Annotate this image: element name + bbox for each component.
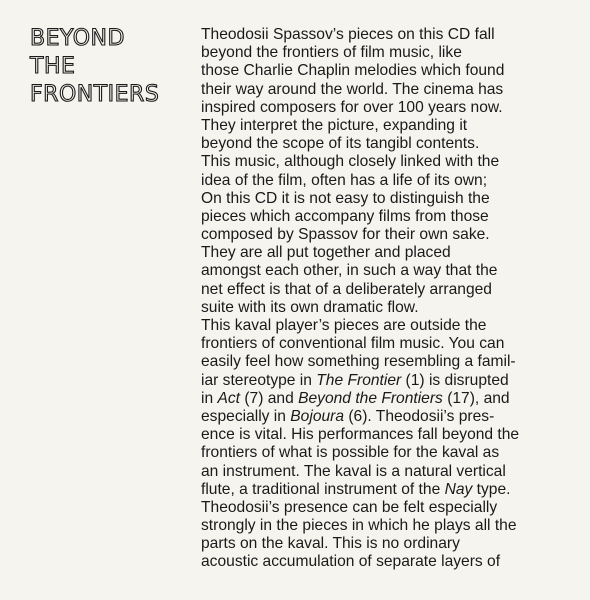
body-line — [201, 208, 571, 226]
body-line — [201, 190, 571, 208]
body-line — [201, 390, 571, 408]
body-line — [201, 44, 571, 62]
text-segment: their way around the world. The cinema has — [201, 80, 504, 98]
title-line-1: BEYOND — [30, 26, 125, 51]
body-text — [201, 26, 571, 572]
body-line — [201, 81, 571, 99]
italic-title-text: Nay — [444, 480, 473, 498]
page-title — [30, 26, 185, 108]
text-segment: strongly in the pieces in which he plays all the — [201, 517, 517, 535]
text-segment: beyond the frontiers of film music, like — [201, 44, 462, 62]
body-line — [201, 481, 571, 499]
text-segment: (7) and — [240, 389, 299, 407]
text-segment: those Charlie Chaplin melodies which found — [201, 62, 505, 80]
text-segment: (1) is disrupted — [401, 371, 509, 389]
body-line — [201, 153, 571, 171]
text-segment: pieces which accompany films from those — [201, 207, 489, 225]
text-segment: flute, a traditional instrument of the — [201, 480, 445, 498]
body-line — [201, 62, 571, 80]
body-line — [201, 172, 571, 190]
body-line — [201, 463, 571, 481]
body-line — [201, 299, 571, 317]
text-segment: Theodosii’s presence can be felt especially — [201, 498, 498, 516]
text-segment: Theodosii Spassov’s pieces on this CD fall — [201, 26, 495, 43]
text-segment: in — [201, 389, 218, 407]
body-line — [201, 99, 571, 117]
body-line — [201, 26, 571, 44]
title-line-2: THE — [30, 54, 76, 79]
body-line — [201, 244, 571, 262]
text-segment: inspired composers for over 100 years now. — [201, 98, 503, 116]
text-segment: They are all put together and placed — [201, 244, 451, 262]
body-line — [201, 553, 571, 571]
text-segment: (17), and — [442, 389, 510, 407]
body-line — [201, 426, 571, 444]
italic-title-text: Act — [217, 389, 241, 407]
body-line — [201, 353, 571, 371]
text-segment: easily feel how something resembling a famil- — [201, 353, 516, 371]
body-line — [201, 262, 571, 280]
body-line — [201, 535, 571, 553]
text-segment: composed by Spassov for their own sake. — [201, 226, 490, 244]
body-line — [201, 517, 571, 535]
text-segment: (6). Theodosii’s pres- — [344, 407, 495, 425]
body-line — [201, 335, 571, 353]
body-line — [201, 372, 571, 390]
body-line — [201, 499, 571, 517]
text-segment: ence is vital. His performances fall beyond the — [201, 426, 520, 444]
body-line — [201, 444, 571, 462]
text-segment: They interpret the picture, expanding it — [201, 116, 468, 134]
italic-title-text: Bojoura — [290, 407, 345, 425]
text-segment: On this CD it is not easy to distinguish the — [201, 189, 490, 207]
text-segment: This music, although closely linked with the — [201, 153, 500, 171]
text-segment: acoustic accumulation of separate layers of — [201, 553, 501, 571]
text-segment: especially in — [201, 407, 291, 425]
text-segment: iar stereotype in — [201, 371, 317, 389]
body-line — [201, 281, 571, 299]
title-line-3: FRONTIERS — [30, 82, 160, 107]
text-segment: idea of the film, often has a life of its own; — [201, 171, 488, 189]
body-line — [201, 317, 571, 335]
italic-title-text: The Frontier — [316, 371, 402, 389]
text-segment: This kaval player’s pieces are outside the — [201, 317, 487, 334]
text-segment: an instrument. The kaval is a natural vertical — [201, 462, 506, 480]
text-segment: amongst each other, in such a way that the — [201, 262, 498, 280]
text-segment: beyond the scope of its tangibl contents. — [201, 135, 480, 153]
text-segment: frontiers of conventional film music. You can — [201, 335, 505, 353]
body-line — [201, 135, 571, 153]
italic-title-text: Beyond the Frontiers — [298, 389, 443, 407]
body-line — [201, 226, 571, 244]
text-segment: type. — [472, 480, 511, 498]
text-segment: frontiers of what is possible for the kaval as — [201, 444, 500, 462]
text-segment: suite with its own dramatic flow. — [201, 298, 419, 316]
text-segment: parts on the kaval. This is no ordinary — [201, 535, 460, 553]
text-segment: net effect is that of a deliberately arranged — [201, 280, 492, 298]
body-line — [201, 408, 571, 426]
body-line — [201, 117, 571, 135]
